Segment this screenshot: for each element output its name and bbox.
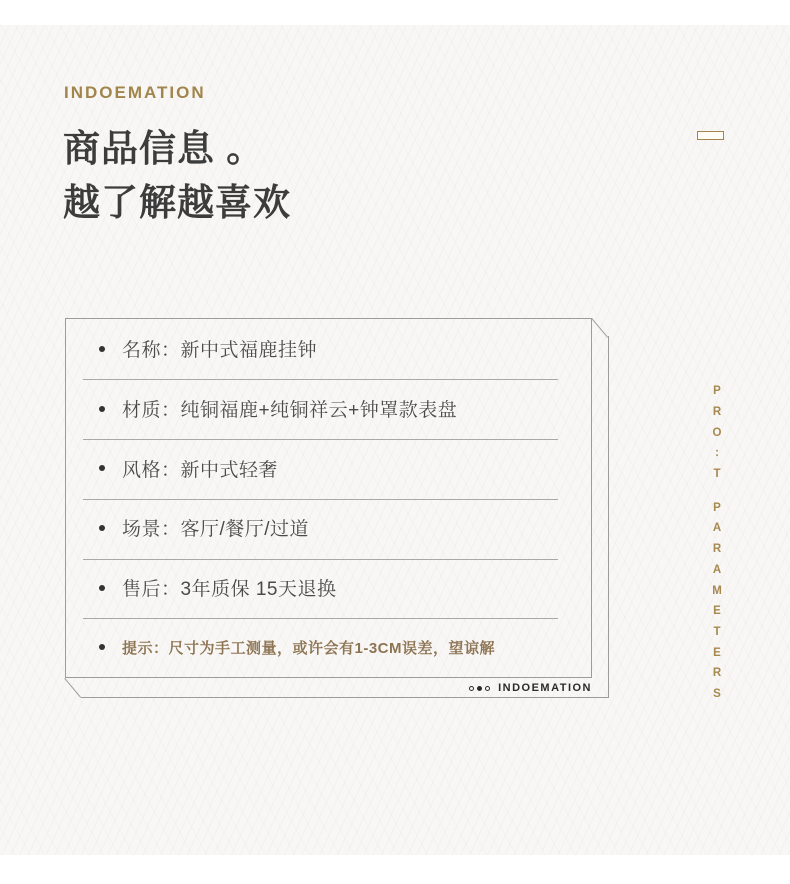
- vertical-letter: T: [713, 625, 721, 638]
- pagination-dots-icon: [469, 686, 490, 691]
- info-row-text: 售后：3年质保 15天退换: [122, 579, 337, 601]
- vertical-letter: R: [712, 543, 722, 556]
- vertical-letter: M: [712, 584, 722, 597]
- gold-rectangle-decoration: [697, 131, 724, 140]
- box-edge-right: [608, 336, 609, 697]
- bullet-icon: [99, 644, 105, 650]
- row-divider: [83, 618, 558, 619]
- title-line-1: 商品信息 。: [63, 128, 265, 169]
- info-row-style: [66, 438, 591, 498]
- dot-hollow-icon: [469, 686, 474, 691]
- vertical-letter: :: [715, 447, 719, 460]
- bullet-icon: [99, 346, 105, 352]
- vertical-letter: P: [713, 385, 721, 398]
- info-row-text: 场景：客厅/餐厅/过道: [122, 519, 310, 541]
- info-row-text: 材质：纯铜福鹿+纯铜祥云+钟罩款表盘: [122, 400, 458, 421]
- footer-brand-text: INDOEMATION: [498, 682, 592, 694]
- info-row-name: [66, 319, 591, 379]
- bullet-icon: [99, 585, 105, 591]
- vertical-parameters-label: [708, 381, 726, 704]
- info-row-aftersale: [66, 558, 591, 618]
- box-edge-bottom: [81, 697, 609, 698]
- row-divider: [83, 439, 558, 440]
- info-row-scene: [66, 498, 591, 558]
- vertical-letter: T: [713, 468, 721, 481]
- vertical-letter: A: [712, 522, 722, 535]
- info-row-tip: [66, 617, 591, 677]
- vertical-letter: E: [713, 605, 721, 618]
- info-row-material: [66, 379, 591, 439]
- vertical-letter: S: [713, 687, 721, 700]
- row-divider: [83, 499, 558, 500]
- info-row-text: 风格：新中式轻奢: [122, 459, 279, 481]
- vertical-letter: R: [712, 406, 722, 419]
- dot-hollow-icon: [485, 686, 490, 691]
- bullet-icon: [99, 465, 105, 471]
- vertical-letter: E: [713, 646, 721, 659]
- bullet-icon: [99, 525, 105, 531]
- info-row-text: 提示：尺寸为手工测量，或许会有1-3CM误差，望谅解: [122, 639, 496, 657]
- bullet-icon: [99, 406, 105, 412]
- dot-filled-icon: [477, 686, 482, 691]
- info-row-text: 名称：新中式福鹿挂钟: [122, 340, 318, 362]
- product-info-box: [65, 318, 592, 678]
- page-title: [63, 122, 291, 230]
- vertical-letter: R: [712, 667, 722, 680]
- box-footer: [340, 680, 592, 696]
- vertical-letter: P: [713, 501, 721, 514]
- vertical-letter: A: [712, 563, 722, 576]
- row-divider: [83, 559, 558, 560]
- brand-logo-text: INDOEMATION: [64, 83, 206, 102]
- vertical-letter: O: [712, 426, 722, 439]
- row-divider: [83, 379, 558, 380]
- title-line-2: 越了解越喜欢: [63, 182, 291, 223]
